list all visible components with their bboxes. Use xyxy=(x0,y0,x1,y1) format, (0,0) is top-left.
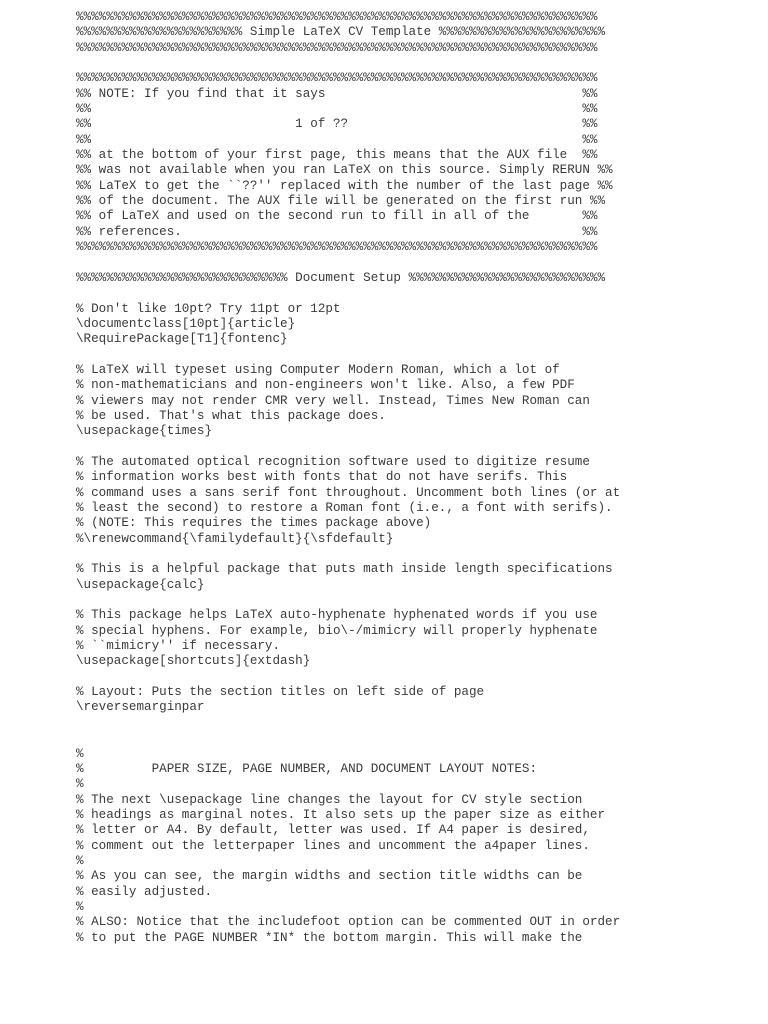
source-line xyxy=(76,593,756,608)
source-line: %% was not available when you ran LaTeX on this source. Simply RERUN %% xyxy=(76,163,613,178)
source-line: % to put the PAGE NUMBER *IN* the bottom margin. This will make the xyxy=(76,930,583,945)
source-line: %% %% xyxy=(76,102,598,117)
source-line: % (NOTE: This requires the times package above) xyxy=(76,516,432,531)
source-line: % least the second) to restore a Roman font (i.e., a font with serifs). xyxy=(76,501,613,515)
source-line: %%%%%%%%%%%%%%%%%%%%%%%%%%%% Document Setup %%%%%%%%%%%%%%%%%%%%%%%%%% xyxy=(76,270,606,285)
source-line: %% of LaTeX and used on the second run to fill in all of the %% xyxy=(76,209,598,224)
source-line xyxy=(76,731,756,746)
source-line: % PAPER SIZE, PAGE NUMBER, AND DOCUMENT LAYOUT NOTES: xyxy=(76,761,538,776)
source-line: %%%%%%%%%%%%%%%%%%%%%%%%%%%%%%%%%%%%%%%%%%%%%%%%%%%%%%%%%%%%%%%%%%%%% xyxy=(76,240,598,255)
source-line xyxy=(76,56,756,71)
source-line: \documentclass[10pt]{article} xyxy=(76,316,296,331)
source-line: % command uses a sans serif font throughout. Uncomment both lines (or at xyxy=(76,485,621,500)
source-line: % xyxy=(76,746,84,761)
source-line xyxy=(76,547,756,562)
source-line: % This package helps LaTeX auto-hyphenate hyphenated words if you use xyxy=(76,608,598,623)
source-line: \usepackage{calc} xyxy=(76,577,205,592)
document-page xyxy=(76,10,756,946)
source-line: % Don't like 10pt? Try 11pt or 12pt xyxy=(76,301,341,316)
source-line: \usepackage[shortcuts]{extdash} xyxy=(76,654,311,669)
source-line: %%%%%%%%%%%%%%%%%%%%%%%%%%%%%%%%%%%%%%%%%%%%%%%%%%%%%%%%%%%%%%%%%%%%% xyxy=(76,40,598,55)
source-line: % information works best with fonts that do not have serifs. This xyxy=(76,470,568,485)
source-line: \reversemarginpar xyxy=(76,700,205,715)
source-line: % headings as marginal notes. It also sets up the paper size as either xyxy=(76,807,606,822)
source-line: % xyxy=(76,777,84,792)
source-line: \RequirePackage[T1]{fontenc} xyxy=(76,332,288,347)
source-line xyxy=(76,286,756,301)
source-line: %% of the document. The AUX file will be generated on the first run %% xyxy=(76,194,606,209)
source-line: % LaTeX will typeset using Computer Modern Roman, which a lot of xyxy=(76,362,560,377)
source-line: %% 1 of ?? %% xyxy=(76,117,598,132)
source-line: %%%%%%%%%%%%%%%%%%%%%% Simple LaTeX CV Template %%%%%%%%%%%%%%%%%%%%%% xyxy=(76,25,606,40)
source-line: % ``mimicry'' if necessary. xyxy=(76,639,281,654)
source-line: %% NOTE: If you find that it says %% xyxy=(76,86,598,101)
source-line: % This is a helpful package that puts math inside length specifications xyxy=(76,562,613,577)
source-line: %%%%%%%%%%%%%%%%%%%%%%%%%%%%%%%%%%%%%%%%%%%%%%%%%%%%%%%%%%%%%%%%%%%%% xyxy=(76,10,598,24)
source-line: % non-mathematicians and non-engineers won't like. Also, a few PDF xyxy=(76,378,575,393)
source-line: % xyxy=(76,899,84,914)
source-line xyxy=(76,670,756,685)
source-line: % easily adjusted. xyxy=(76,884,213,899)
source-line: % be used. That's what this package does. xyxy=(76,408,386,423)
source-line: %% LaTeX to get the ``??'' replaced with the number of the last page %% xyxy=(76,178,613,193)
source-line xyxy=(76,440,756,455)
source-line xyxy=(76,256,756,271)
source-line xyxy=(76,716,756,731)
source-line: %\renewcommand{\familydefault}{\sfdefault} xyxy=(76,531,394,546)
source-line: \usepackage{times} xyxy=(76,424,213,439)
source-line: % The automated optical recognition software used to digitize resume xyxy=(76,454,590,469)
source-line: %% references. %% xyxy=(76,224,598,239)
source-line: %% %% xyxy=(76,132,598,147)
source-line: %%%%%%%%%%%%%%%%%%%%%%%%%%%%%%%%%%%%%%%%%%%%%%%%%%%%%%%%%%%%%%%%%%%%% xyxy=(76,71,598,86)
source-line: % comment out the letterpaper lines and uncomment the a4paper lines. xyxy=(76,838,590,853)
source-line xyxy=(76,348,756,363)
source-line: % letter or A4. By default, letter was used. If A4 paper is desired, xyxy=(76,823,590,838)
source-line: % viewers may not render CMR very well. Instead, Times New Roman can xyxy=(76,393,590,408)
source-line: % ALSO: Notice that the includefoot option can be commented OUT in order xyxy=(76,915,621,930)
source-line: % xyxy=(76,853,84,868)
source-line: % As you can see, the margin widths and section title widths can be xyxy=(76,869,583,884)
source-line: % special hyphens. For example, bio\-/mimicry will properly hyphenate xyxy=(76,623,598,638)
source-line: % Layout: Puts the section titles on left side of page xyxy=(76,685,485,700)
source-line: %% at the bottom of your first page, this means that the AUX file %% xyxy=(76,148,598,163)
source-line: % The next \usepackage line changes the layout for CV style section xyxy=(76,792,583,807)
